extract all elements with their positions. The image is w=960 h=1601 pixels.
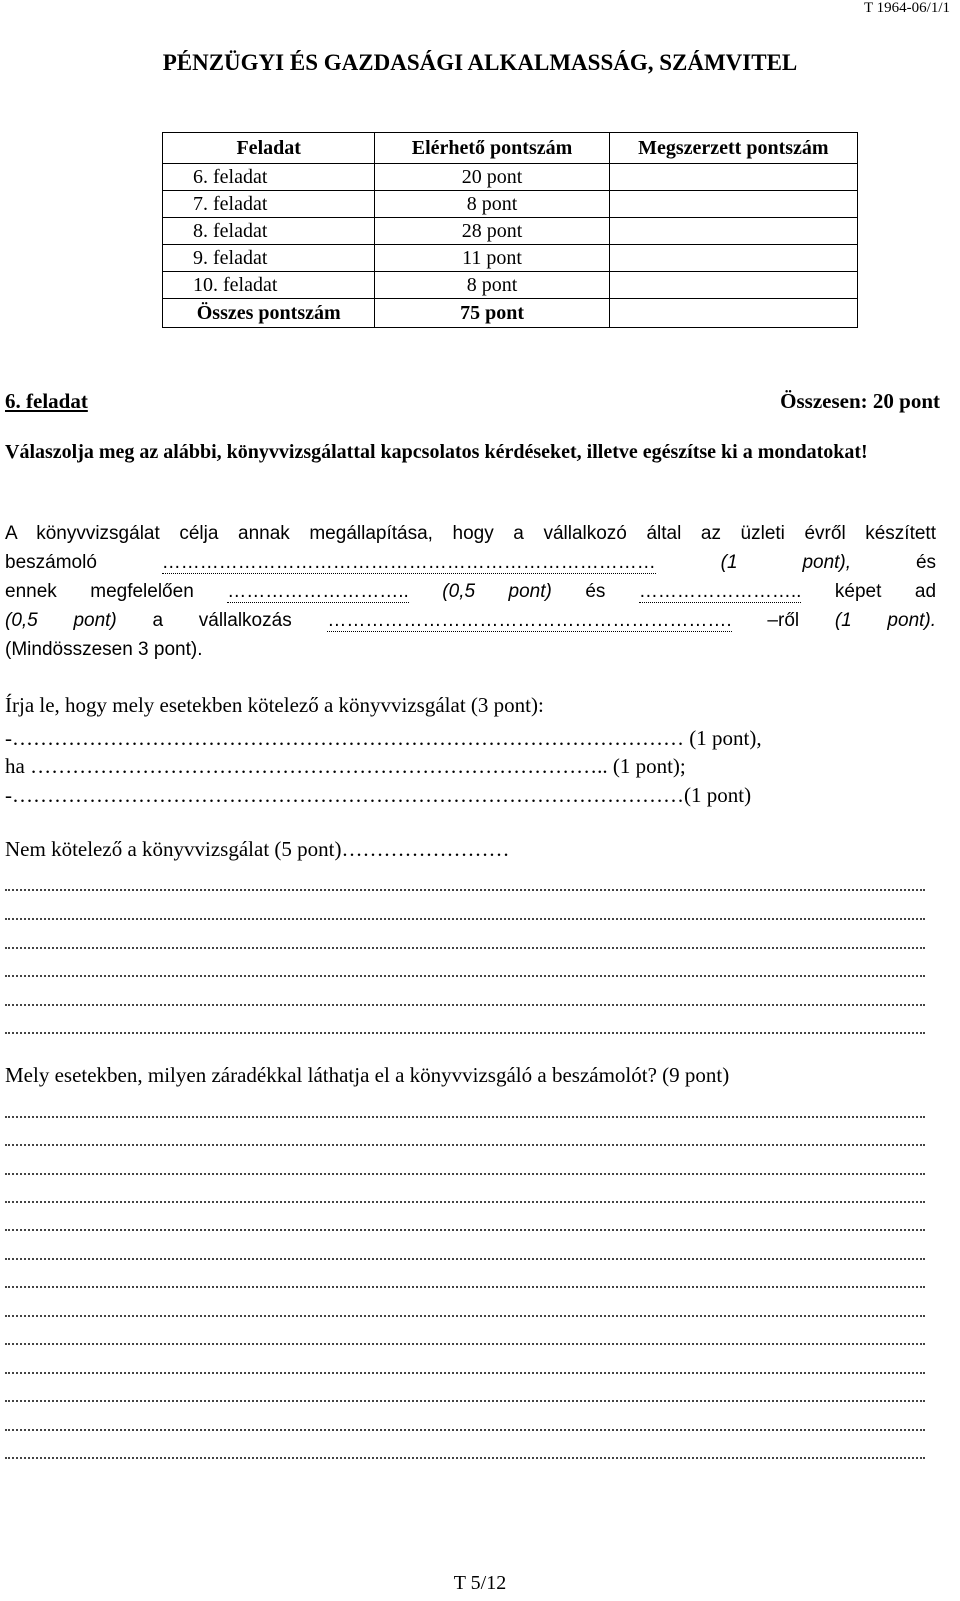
- column-header: Elérhető pontszám: [375, 133, 609, 164]
- page-number: T 5/12: [453, 1572, 507, 1594]
- paragraph-line: (0,5 pont) a vállalkozás ………………………………………………………. –ről (1 pont).: [5, 610, 937, 631]
- task-title: 6. feladat: [5, 389, 88, 413]
- table-row: [163, 218, 858, 245]
- answer-line[interactable]: ha ……………………………………………………………………….. (1 pont);: [5, 754, 686, 778]
- earned-cell[interactable]: [609, 272, 857, 299]
- answer-line[interactable]: [5, 1257, 925, 1260]
- answer-blank[interactable]: ……………………………………………………………………: [161, 552, 656, 573]
- table-row: [163, 164, 858, 191]
- answer-line[interactable]: [5, 1115, 925, 1118]
- paragraph-line: beszámoló …………………………………………………………………… (1 pont), és: [5, 552, 937, 573]
- table-row: [163, 245, 858, 272]
- task-cell: 8. feladat: [163, 218, 375, 245]
- task-instruction: Válaszolja meg az alábbi, könyvvizsgálattal kapcsolatos kérdéseket, illetve egészítse ki a mondatokat!: [5, 441, 868, 463]
- answer-line[interactable]: [5, 1200, 925, 1203]
- answer-line[interactable]: [5, 1031, 925, 1034]
- total-label: Összes pontszám: [163, 299, 375, 328]
- task-heading: [5, 386, 960, 416]
- earned-cell[interactable]: [609, 218, 857, 245]
- paragraph-line: ennek megfelelően ……………………….. (0,5 pont) és …………………….. képet ad: [5, 581, 937, 602]
- answer-line[interactable]: [5, 974, 925, 977]
- answer-line[interactable]: [5, 1456, 925, 1459]
- answer-line[interactable]: [5, 1143, 925, 1146]
- answer-line[interactable]: [5, 1003, 925, 1006]
- table-row: [163, 191, 858, 218]
- points-cell: 8 pont: [375, 191, 609, 218]
- task-cell: 9. feladat: [163, 245, 375, 272]
- score-table: [162, 132, 858, 328]
- document-title: PÉNZÜGYI ÉS GAZDASÁGI ALKALMASSÁG, SZÁMVITEL: [162, 50, 798, 75]
- answer-line[interactable]: [5, 917, 925, 920]
- answer-line[interactable]: [5, 946, 925, 949]
- task-cell: 6. feladat: [163, 164, 375, 191]
- table-header-row: [163, 133, 858, 164]
- total-earned[interactable]: [609, 299, 857, 328]
- paragraph-line: A könyvvizsgálat célja annak megállapítása, hogy a vállalkozó által az üzleti évről készített: [5, 523, 936, 544]
- answer-blank[interactable]: ………………………..: [227, 581, 409, 602]
- fill-in-paragraph: [5, 519, 936, 664]
- points-cell: 8 pont: [375, 272, 609, 299]
- points-cell: 28 pont: [375, 218, 609, 245]
- points-cell: 20 pont: [375, 164, 609, 191]
- answer-line[interactable]: -…………………………………………………………………………………… (1 pont),: [5, 726, 762, 750]
- earned-cell[interactable]: [609, 164, 857, 191]
- question-title: Mely esetekben, milyen záradékkal láthatja el a könyvvizsgáló a beszámolót? (9 pont): [5, 1063, 730, 1087]
- paragraph-line: (Mindösszesen 3 pont).: [5, 639, 203, 660]
- answer-line[interactable]: [5, 1172, 925, 1175]
- table-row: [163, 272, 858, 299]
- answer-line[interactable]: [5, 1342, 925, 1345]
- answer-line[interactable]: [5, 888, 925, 891]
- answer-line[interactable]: -……………………………………………………………………………………(1 pont): [5, 783, 752, 807]
- question-title: Írja le, hogy mely esetekben kötelező a könyvvizsgálat (3 pont):: [5, 693, 544, 717]
- answer-blank[interactable]: ……………………..: [638, 581, 802, 602]
- total-points: 75 pont: [375, 299, 609, 328]
- answer-line[interactable]: [5, 1399, 925, 1402]
- answer-line[interactable]: [5, 1228, 925, 1231]
- answer-blank[interactable]: ……………………………………………………….: [327, 610, 732, 631]
- answer-line[interactable]: [5, 1428, 925, 1431]
- task-cell: 7. feladat: [163, 191, 375, 218]
- earned-cell[interactable]: [609, 245, 857, 272]
- task-cell: 10. feladat: [163, 272, 375, 299]
- column-header: Feladat: [163, 133, 375, 164]
- total-row: [163, 299, 858, 328]
- document-code: T 1964-06/1/1: [864, 0, 950, 16]
- answer-line[interactable]: [5, 1371, 925, 1374]
- earned-cell[interactable]: [609, 191, 857, 218]
- points-cell: 11 pont: [375, 245, 609, 272]
- column-header: Megszerzett pontszám: [609, 133, 857, 164]
- answer-line[interactable]: [5, 1314, 925, 1317]
- answer-line[interactable]: [5, 1285, 925, 1288]
- task-total: Összesen: 20 pont: [780, 389, 940, 413]
- question-title: Nem kötelező a könyvvizsgálat (5 pont)……………………: [5, 837, 510, 861]
